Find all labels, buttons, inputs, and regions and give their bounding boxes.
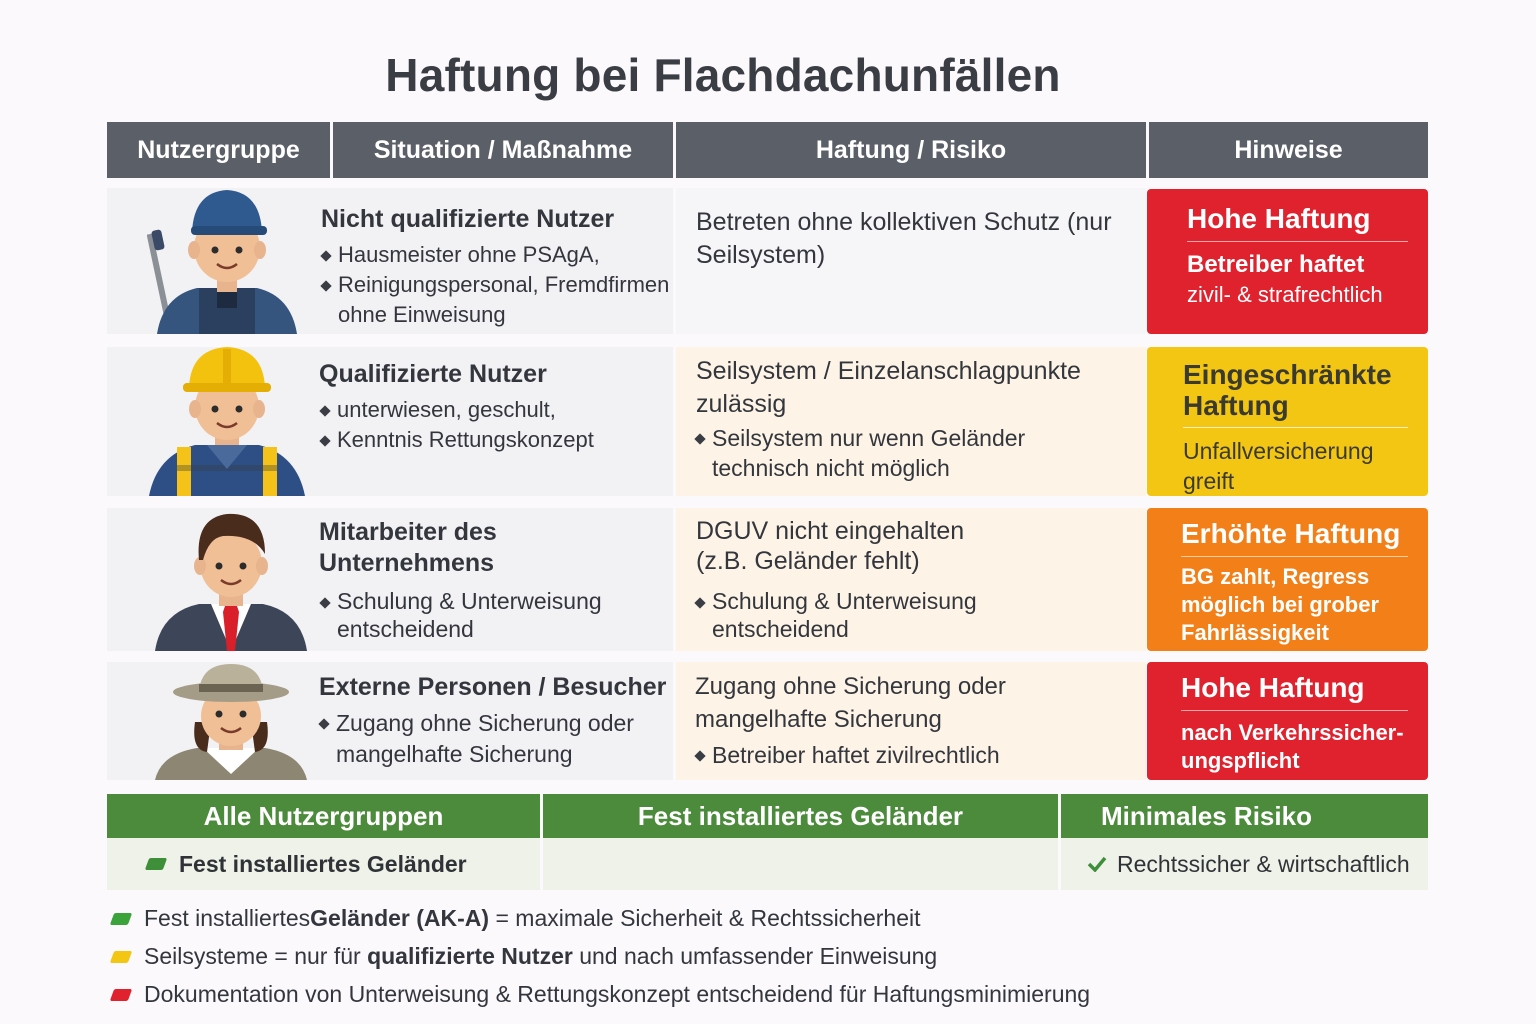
header-nutzergruppe: Nutzergruppe bbox=[107, 122, 330, 178]
row-4-note-head: Hohe Haftung bbox=[1181, 672, 1408, 711]
legend-3-pre: Dokumentation von Unterweisung & Rettungskonzept entscheidend für Haftungsminimierung bbox=[144, 981, 1091, 1007]
summary-col1-row bbox=[107, 838, 540, 890]
row-2-group-bullets bbox=[319, 395, 669, 455]
row-1-note-head: Hohe Haftung bbox=[1187, 203, 1408, 242]
header-situation: Situation / Maßnahme bbox=[333, 122, 673, 178]
row-1-group-bullets bbox=[320, 240, 670, 330]
row-3-group-bullet: Schulung & Unterweisung entscheidend bbox=[319, 587, 649, 643]
row-4-group-bullet: Zugang ohne Sicherung oder mangelhafte Sicherung bbox=[318, 708, 648, 770]
summary-col1-value: Fest installiertes Geländer bbox=[179, 850, 467, 877]
summary-col1-head: Alle Nutzergruppen bbox=[107, 794, 540, 838]
row-4-note-body1: nach Verkehrssicher-ungspflicht bbox=[1181, 720, 1404, 773]
row-1-note-body2: zivil- & strafrechtlich bbox=[1187, 282, 1383, 307]
summary-col2-head: Fest installiertes Geländer bbox=[543, 794, 1058, 838]
row-4-group-bullets bbox=[318, 708, 648, 770]
legend-1-bold: Geländer (AK-A) bbox=[310, 905, 490, 931]
summary-col3-row bbox=[1061, 838, 1428, 890]
legend-item-3 bbox=[112, 981, 1090, 1008]
row-2-group-title: Qualifizierte Nutzer bbox=[319, 360, 547, 388]
summary-col2-row bbox=[543, 838, 1058, 890]
legend-2-pre: Seilsysteme = nur für bbox=[144, 943, 368, 969]
legend-1-pre: Fest installiertes bbox=[144, 905, 311, 931]
row-4-situation-bullets bbox=[694, 740, 1114, 770]
row-2-note-body2: Unfallversicherung greift bbox=[1183, 438, 1374, 494]
row-3-group-bullets bbox=[319, 587, 649, 643]
row-4-group-title: Externe Personen / Besucher bbox=[319, 673, 667, 701]
row-4-note bbox=[1147, 662, 1428, 780]
legend-item-2 bbox=[112, 943, 937, 970]
row-4-situation-cell bbox=[676, 662, 1146, 780]
row-3-situation-cell bbox=[676, 508, 1146, 651]
row-1-group-cell bbox=[107, 188, 673, 334]
row-1-note bbox=[1147, 189, 1428, 334]
employee-avatar-icon bbox=[153, 508, 309, 651]
row-1-group-bullet: Reinigungspersonal, Fremdfirmen ohne Einweisung bbox=[320, 270, 670, 330]
row-1-situation-cell bbox=[676, 188, 1146, 334]
row-2-group-bullet: unterwiesen, geschult, bbox=[319, 395, 669, 425]
row-2-situation-bullets bbox=[694, 423, 1114, 483]
legend-2-bold: qualifizierte Nutzer bbox=[367, 943, 573, 969]
green-flag-icon bbox=[145, 858, 167, 870]
legend-2-post: und nach umfassender Einweisung bbox=[572, 943, 938, 969]
visitor-hat-avatar-icon bbox=[151, 662, 311, 780]
row-2-situation-text: Seilsystem / Einzelanschlagpunkte zulässig bbox=[696, 357, 1081, 418]
legend-item-1 bbox=[112, 905, 921, 932]
row-4-situation-bullet: Betreiber haftet zivilrechtlich bbox=[694, 740, 1114, 770]
red-flag-icon bbox=[110, 989, 132, 1001]
cleaner-avatar-icon bbox=[147, 188, 307, 334]
worker-helmet-avatar-icon bbox=[147, 347, 307, 496]
legend-1-post: = maximale Sicherheit & Rechtssicherheit bbox=[489, 905, 921, 931]
row-2-situation-cell bbox=[676, 347, 1146, 496]
row-3-note-head: Erhöhte Haftung bbox=[1181, 518, 1408, 557]
header-haftung: Haftung / Risiko bbox=[676, 122, 1146, 178]
row-4-situation-text: Zugang ohne Sicherung oder mangelhafte Sicherung bbox=[695, 673, 1006, 733]
summary-col3-value: Rechtssicher & wirtschaftlich bbox=[1117, 850, 1410, 877]
row-2-group-cell bbox=[107, 347, 673, 496]
row-1-situation-text: Betreten ohne kollektiven Schutz (nur Seilsystem) bbox=[696, 208, 1112, 269]
row-3-note bbox=[1147, 508, 1428, 651]
row-2-situation-bullet: Seilsystem nur wenn Geländer technisch nicht möglich bbox=[694, 423, 1114, 483]
row-3-note-body1: BG zahlt, Regress möglich bei grober Fahrlässigkeit bbox=[1181, 564, 1380, 645]
checkmark-icon bbox=[1087, 856, 1107, 872]
row-3-situation-bullets bbox=[694, 587, 1034, 643]
summary-col3-head: Minimales Risiko bbox=[1061, 794, 1428, 838]
row-1-group-bullet: Hausmeister ohne PSAgA, bbox=[320, 240, 670, 270]
row-2-group-bullet: Kenntnis Rettungskonzept bbox=[319, 425, 669, 455]
row-3-group-cell bbox=[107, 508, 673, 651]
yellow-flag-icon bbox=[110, 951, 132, 963]
header-hinweise: Hinweise bbox=[1149, 122, 1428, 178]
row-3-group-title: Mitarbeiter des Unternehmens bbox=[319, 518, 497, 577]
row-3-situation-bullet: Schulung & Unterweisung entscheidend bbox=[694, 587, 1034, 643]
row-1-group-title: Nicht qualifizierte Nutzer bbox=[321, 205, 615, 233]
green-flag-icon bbox=[110, 913, 132, 925]
page-title: Haftung bei Flachdachunfällen bbox=[385, 49, 1061, 101]
row-3-situation-text: DGUV nicht eingehalten (z.B. Geländer fehlt) bbox=[696, 517, 965, 575]
row-2-note bbox=[1147, 347, 1428, 496]
row-2-note-head: Eingeschränkte Haftung bbox=[1183, 359, 1408, 428]
row-1-note-body1: Betreiber haftet bbox=[1187, 251, 1365, 278]
row-4-group-cell bbox=[107, 662, 673, 780]
